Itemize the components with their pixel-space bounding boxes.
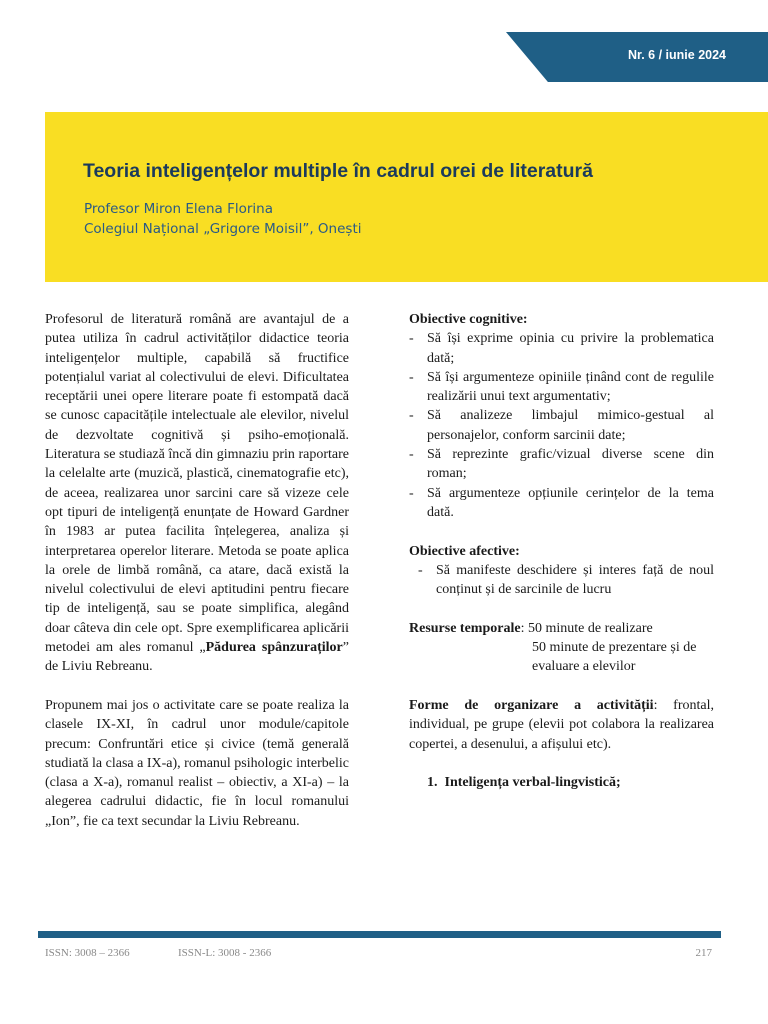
- cognitive-objectives-heading: Obiective cognitive:: [409, 312, 528, 327]
- list-item: - Să își argumenteze opiniile ținând cont de regulile realizării unui text argumentativ;: [409, 369, 714, 405]
- time-resources: Resurse temporale: 50 minute de realizare: [409, 620, 653, 636]
- numbered-item: 1. Inteligența verbal-lingvistică;: [427, 775, 621, 791]
- article-title: Teoria inteligențelor multiple în cadrul orei de literatură: [83, 160, 593, 182]
- affective-objectives-list: [409, 561, 714, 600]
- issue-label: Nr. 6 / iunie 2024: [628, 48, 726, 62]
- affective-objectives-heading: Obiective afective:: [409, 543, 520, 559]
- footer-issn: ISSN: 3008 – 2366: [45, 947, 130, 959]
- right-column: [409, 310, 714, 792]
- footer-bar: [38, 931, 721, 938]
- intro-text-end: ” de Liviu Rebreanu.: [45, 640, 349, 675]
- intro-paragraph: [45, 310, 349, 677]
- title-banner: [45, 112, 768, 282]
- organization-forms-label: Forme de organizare a activității: [409, 697, 654, 713]
- list-item: - Să argumenteze opțiunile cerințelor de la tema dată.: [409, 485, 714, 520]
- time-resources-line2: 50 minute de prezentare și de evaluare a elevilor: [532, 640, 697, 675]
- author-name: Profesor Miron Elena Florina: [84, 201, 273, 217]
- activity-paragraph: Propunem mai jos o activitate care se poate realiza la clasele IX-XI, în cadrul unor module/capitole precum: Confruntări etice și civice (temă generală studiată la clasa a IX-a), romanul psihologic interbelic (clasa a X-a), romanul realist – obiectiv, a XI-a) – la alegerea cadrului didactic, fie în locul romanului „Ion”, fie ca text secundar la Liviu Rebreanu.: [45, 697, 350, 829]
- list-item: - Să își exprime opinia cu privire la problematica dată;: [409, 331, 714, 366]
- left-column: [45, 310, 349, 831]
- list-item: - Să analizeze limbajul mimico-gestual al personajelor, conform sarcinii date;: [409, 408, 714, 443]
- cognitive-objectives-list: [409, 329, 714, 522]
- intro-text: Profesorul de literatură română are avantajul de a putea utiliza în cadrul activităților didactice teoria inteligențelor multiple, capabilă să fructifice potențialul variat al colectivului de elevi. Dificultatea receptării unei opere literare poate fi estompată dacă se cunosc capacitățile intelectuale ale elevilor, nivelul de dezvoltate cognitivă și psiho-emoțională. Literatura se studiază încă din gimnaziu prin raportare la celelalte arte (muzică, plastică, cinematografie etc), de aceea, realizarea unor sarcini care să vizeze cele opt tipuri de inteligență enunțate de Howard Gardner în 1983 ar putea facilita înțelegerea, analiza și interpretarea operelor literare. Metoda se poate aplica la orele de limbă română, ca atare, dacă există la nivelul colectivului de elevi aptitudini pentru fiecare tip de inteligență, sau se poate simplifica, alegând doar câteva din cele opt. Spre exemplificarea aplicării metodei am ales romanul „: [45, 312, 349, 656]
- list-item: - Să reprezinte grafic/vizual diverse scene din roman;: [409, 447, 714, 482]
- novel-title: Pădurea spânzuraților: [205, 640, 343, 656]
- time-resources-label: Resurse temporale: [409, 620, 521, 636]
- author-school: Colegiul Național „Grigore Moisil”, Onești: [84, 221, 362, 237]
- footer-issn-l: ISSN-L: 3008 - 2366: [178, 947, 272, 959]
- list-item: - Să manifeste deschidere și interes față de noul conținut și de sarcinile de lucru: [418, 562, 714, 598]
- page-number: 217: [695, 947, 712, 959]
- organization-forms: Forme de organizare a activității: frontal, individual, pe grupe (elevii pot colabora la realizarea copertei, a desenului, a afișului etc).: [409, 697, 714, 752]
